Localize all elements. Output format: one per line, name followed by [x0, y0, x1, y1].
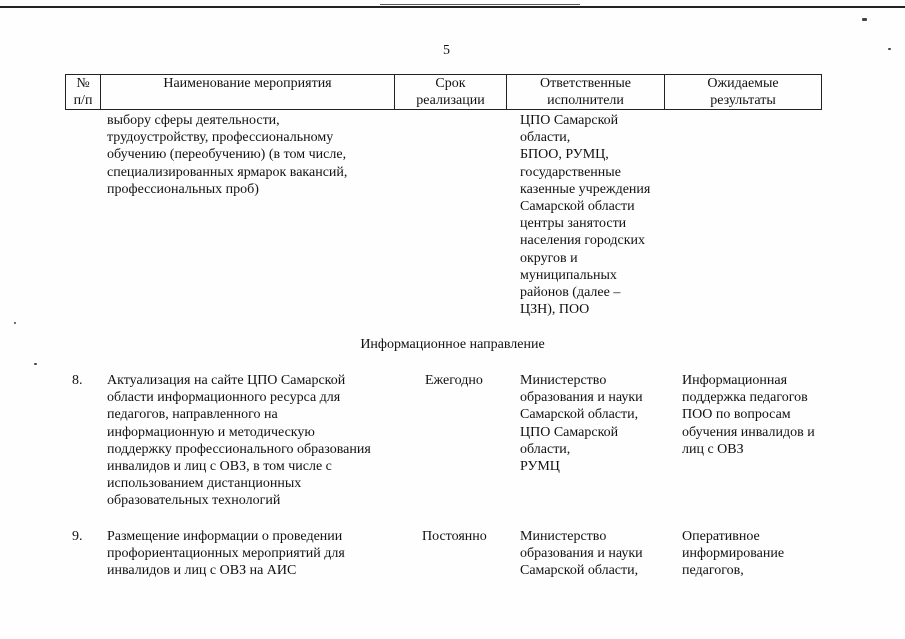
header-expected-results: Ожидаемые результаты	[665, 75, 822, 110]
header-event-name: Наименование мероприятия	[101, 75, 395, 110]
header-term: Срок реализации	[395, 75, 507, 110]
scan-speck	[888, 48, 891, 50]
row-expected-result: Информационная поддержка педагогов ПОО по вопросам обучения инвалидов и лиц с ОВЗ	[682, 373, 815, 457]
row-number: 8.	[72, 373, 83, 388]
table-header	[65, 74, 822, 110]
header-number: № п/п	[66, 75, 101, 110]
row-number: 9.	[72, 529, 83, 544]
row-term: Постоянно	[422, 529, 487, 544]
row-responsible: Министерство образования и науки Самарской области,	[520, 529, 643, 579]
scan-top-edge	[0, 6, 905, 8]
continued-event-name: выбору сферы деятельности, трудоустройству, профессиональному обучению (переобучению) (в том числе, специализированных ярмарок вакансий, профессиональных проб)	[107, 113, 348, 197]
row-responsible: Министерство образования и науки Самарской области, ЦПО Самарской области, РУМЦ	[520, 373, 643, 475]
scan-speck	[14, 322, 16, 324]
scan-speck	[862, 18, 867, 21]
row-expected-result: Оперативное информирование педагогов,	[682, 529, 785, 579]
scan-top-edge-fragment	[380, 4, 580, 5]
page-number: 5	[443, 43, 450, 58]
continued-responsible: ЦПО Самарской области, БПОО, РУМЦ, государственные казенные учреждения Самарской области центры занятости населения городских округов и муниципальных районов (далее – ЦЗН), ПОО	[520, 113, 651, 318]
row-event-name: Актуализация на сайте ЦПО Самарской области информационного ресурса для педагогов, направленного на информационную и методическую поддержку профессионального образования инвалидов и лиц с ОВЗ, в том числе с использованием дистанционных образовательных технологий	[107, 373, 371, 509]
section-title: Информационное направление	[360, 337, 545, 352]
row-event-name: Размещение информации о проведении профориентационных мероприятий для инвалидов и лиц с ОВЗ на АИС	[107, 529, 345, 579]
row-term: Ежегодно	[425, 373, 483, 388]
header-responsible: Ответственные исполнители	[507, 75, 665, 110]
scan-speck	[34, 363, 37, 365]
